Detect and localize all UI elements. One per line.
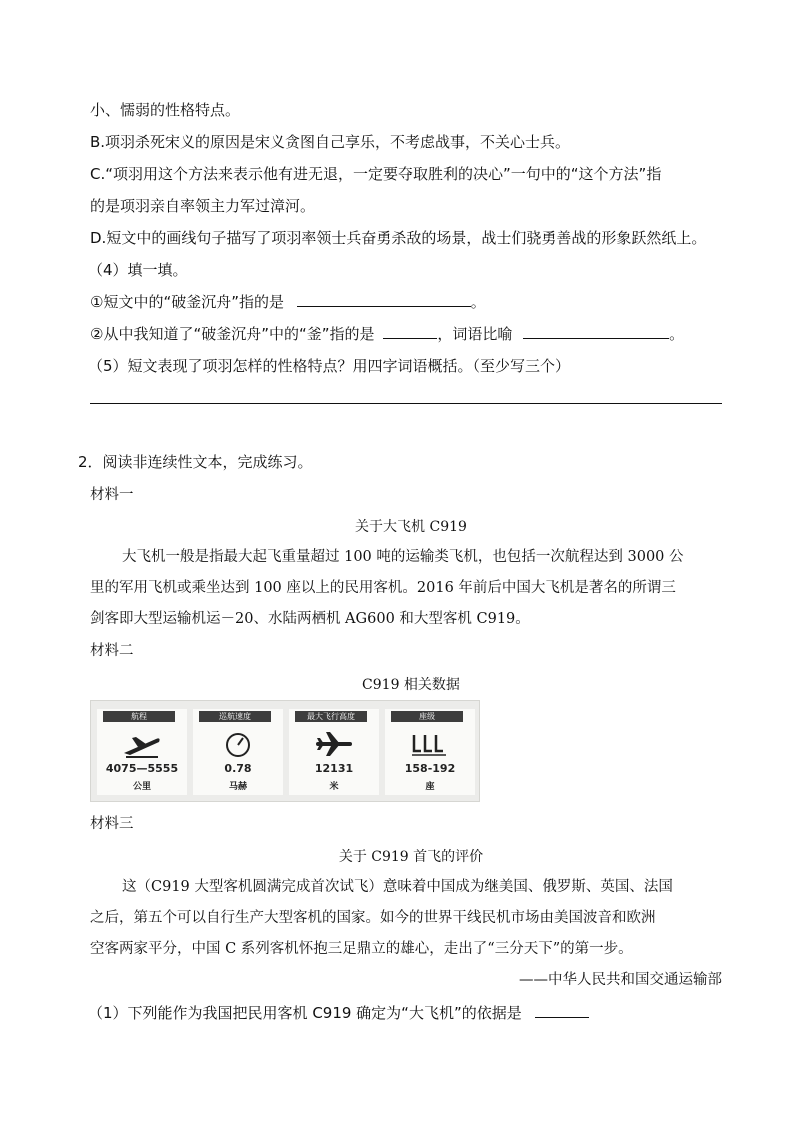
option-c-cont: 的是项羽亲自率领主力军过漳河。 [90,197,316,215]
material-2-title: C919 相关数据 [362,677,460,693]
data-head: 最大飞行高度 [295,711,367,722]
material-1-title: 关于大飞机 C919 [355,519,467,535]
data-value: 158-192 [404,762,456,775]
data-cell-seats [385,709,475,795]
airplane-icon [314,729,354,759]
seats-icon [410,729,450,759]
part-4-label: （4）填一填。 [88,261,188,279]
data-unit: 公里 [132,782,151,792]
period: 。 [669,325,685,343]
material-1-para: 剑客即大型运输机运－20、水陆两栖机 AG600 和大型客机 C919。 [90,611,530,627]
data-unit: 马赫 [228,782,247,792]
data-head: 航程 [103,711,175,722]
material-3-para: 这（C919 大型客机圆满完成首次试飞）意味着中国成为继美国、俄罗斯、英国、法国 [122,879,673,895]
sub-question-1 [88,1003,589,1023]
material-1-para: 里的军用飞机或乘坐达到 100 座以上的民用客机。2016 年前后中国大飞机是著名的所谓三 [90,580,676,596]
material-1-label: 材料一 [90,487,134,503]
answer-blank[interactable] [383,324,437,339]
text-line: 小、懦弱的性格特点。 [90,101,241,119]
option-b: B.项羽杀死宋义的原因是宋义贪图自己享乐，不考虑战事，不关心士兵。 [90,133,571,151]
period: 。 [470,293,486,311]
material-3-source: ——中华人民共和国交通运输部 [519,972,722,988]
data-value: 0.78 [224,762,252,775]
answer-line[interactable] [90,403,722,404]
part-4-item-2-text: ②从中我知道了“破釜沉舟”中的“釜”指的是 [90,325,375,343]
data-value: 12131 [314,762,354,775]
sub-question-1-text: （1）下列能作为我国把民用客机 C919 确定为“大飞机”的依据是 [88,1004,522,1022]
material-3-para: 空客两家平分，中国 C 系列客机怀抱三足鼎立的雄心，走出了“三分天下”的第一步。 [90,941,633,957]
speedometer-icon [218,729,258,759]
part-4-item-1 [90,292,486,312]
part-4-item-2-mid: ，词语比喻 [437,325,513,343]
material-3-para: 之后，第五个可以自行生产大型客机的国家。如今的世界干线民机市场由美国波音和欧洲 [90,910,656,926]
plane-takeoff-icon [122,729,162,759]
question-2-heading: 2．阅读非连续性文本，完成练习。 [78,453,313,471]
answer-blank[interactable] [535,1003,589,1018]
data-value: 4075—5555 [105,762,179,775]
data-head: 巡航速度 [199,711,271,722]
data-cell-range [97,709,187,795]
data-unit: 米 [329,782,339,792]
material-3-label: 材料三 [90,816,134,832]
part-4-item-2 [90,324,684,344]
material-1-para: 大飞机一般是指最大起飞重量超过 100 吨的运输类飞机，也包括一次航程达到 3000 公 [122,549,684,565]
option-d: D.短文中的画线句子描写了项羽率领士兵奋勇杀敌的场景，战士们骁勇善战的形象跃然纸上。 [90,229,707,247]
answer-blank[interactable] [297,292,471,307]
data-head: 座级 [391,711,463,722]
option-c: C.“项羽用这个方法来表示他有进无退，一定要夺取胜利的决心”一句中的“这个方法”指 [90,165,662,183]
data-cell-altitude [289,709,379,795]
material-2-label: 材料二 [90,643,134,659]
material-3-title: 关于 C919 首飞的评价 [338,849,484,865]
answer-blank[interactable] [523,324,669,339]
part-4-item-1-text: ①短文中的“破釜沉舟”指的是 [90,293,284,311]
data-unit: 座 [425,782,435,792]
data-cell-speed [193,709,283,795]
c919-data-card [90,700,480,802]
part-5-label: （5）短文表现了项羽怎样的性格特点？用四字词语概括。（至少写三个） [88,357,571,375]
